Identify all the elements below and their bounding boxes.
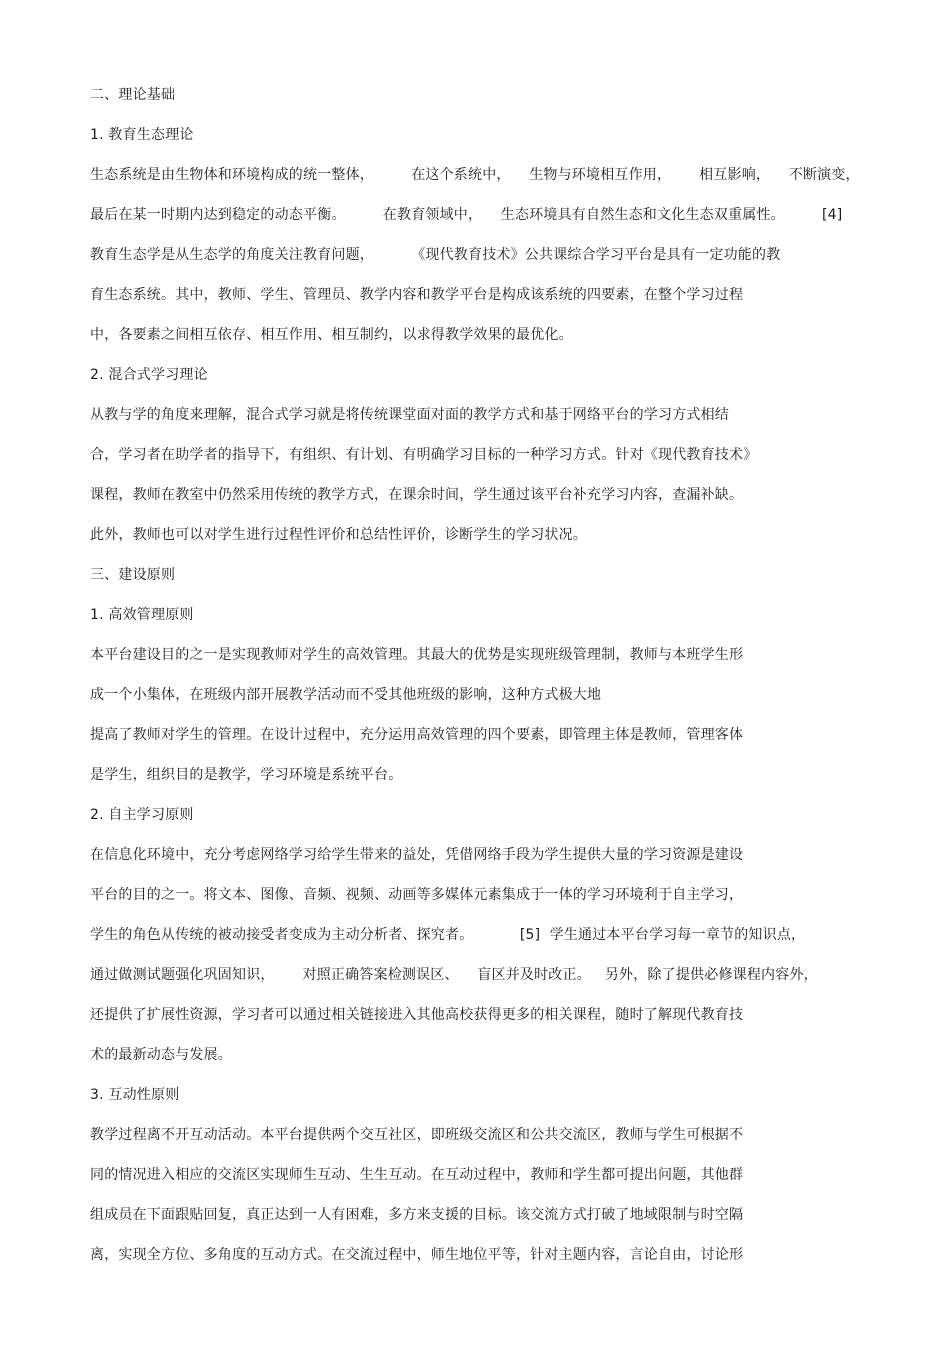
subheading-autonomous-learning: 2. 自主学习原则 <box>90 807 194 823</box>
paragraph-line: 此外，教师也可以对学生进行过程性评价和总结性评价，诊断学生的学习状况。 <box>90 527 587 543</box>
paragraph-line: 术的最新动态与发展。 <box>90 1047 232 1063</box>
paragraph-line: 在信息化环境中，充分考虑网络学习给学生带来的益处，凭借网络手段为学生提供大量的学习资源是建设 <box>90 847 744 863</box>
paragraph-line: 是学生，组织目的是教学，学习环境是系统平台。 <box>90 767 403 783</box>
paragraph-line: 同的情况进入相应的交流区实现师生互动、生生互动。在互动过程中，教师和学生都可提出问题，其他群 <box>90 1167 744 1183</box>
paragraph-line: 成一个小集体，在班级内部开展教学活动而不受其他班级的影响，这种方式极大地 <box>90 687 602 703</box>
paragraph-line: 课程，教师在教室中仍然采用传统的教学方式，在课余时间，学生通过该平台补充学习内容，查漏补缺。 <box>90 487 744 503</box>
paragraph-line: 提高了教师对学生的管理。在设计过程中，充分运用高效管理的四个要素，即管理主体是教师，管理客体 <box>90 727 744 743</box>
subheading-education-ecology: 1. 教育生态理论 <box>90 127 194 143</box>
subheading-interactivity: 3. 互动性原则 <box>90 1087 180 1103</box>
section-heading-theory: 二、理论基础 <box>90 87 176 103</box>
paragraph-line: 平台的目的之一。将文本、图像、音频、视频、动画等多媒体元素集成于一体的学习环境利于自主学习， <box>90 887 744 903</box>
paragraph-line: 组成员在下面跟贴回复，真正达到一人有困难，多方来支援的目标。该交流方式打破了地域限制与时空隔 <box>90 1207 744 1223</box>
paragraph-line: 通过做测试题强化巩固知识， 对照正确答案检测误区、 盲区并及时改正。 另外，除了提供必修课程内容外， <box>90 967 818 983</box>
paragraph-line: 育生态系统。其中，教师、学生、管理员、教学内容和教学平台是构成该系统的四要素，在整个学习过程 <box>90 287 744 303</box>
paragraph-line: 教学过程离不开互动活动。本平台提供两个交互社区，即班级交流区和公共交流区，教师与学生可根据不 <box>90 1127 744 1143</box>
paragraph-line: 离，实现全方位、多角度的互动方式。在交流过程中，师生地位平等，针对主题内容，言论自由，讨论形 <box>90 1247 744 1263</box>
paragraph-line: 学生的角色从传统的被动接受者变成为主动分析者、探究者。 [5] 学生通过本平台学习每一章节的知识点， <box>90 927 806 943</box>
paragraph-line: 还提供了扩展性资源，学习者可以通过相关链接进入其他高校获得更多的相关课程，随时了解现代教育技 <box>90 1007 744 1023</box>
paragraph-line: 从教与学的角度来理解，混合式学习就是将传统课堂面对面的教学方式和基于网络平台的学习方式相结 <box>90 407 729 423</box>
paragraph-line: 教育生态学是从生态学的角度关注教育问题， 《现代教育技术》公共课综合学习平台是具有一定功能的教 <box>90 247 781 263</box>
paragraph-line: 生态系统是由生物体和环境构成的统一整体， 在这个系统中， 生物与环境相互作用， 相互影响， 不断演变， <box>90 167 860 183</box>
subheading-blended-learning: 2. 混合式学习理论 <box>90 367 208 383</box>
paragraph-line: 中，各要素之间相互依存、相互作用、相互制约，以求得教学效果的最优化。 <box>90 327 573 343</box>
paragraph-line: 合，学习者在助学者的指导下，有组织、有计划、有明确学习目标的一种学习方式。针对《现代教育技术》 <box>90 447 758 463</box>
paragraph-line: 本平台建设目的之一是实现教师对学生的高效管理。其最大的优势是实现班级管理制，教师与本班学生形 <box>90 647 744 663</box>
section-heading-principles: 三、建设原则 <box>90 567 176 583</box>
subheading-efficient-management: 1. 高效管理原则 <box>90 607 194 623</box>
paragraph-line: 最后在某一时期内达到稳定的动态平衡。 在教育领域中， 生态环境具有自然生态和文化生态双重属性。 [4] <box>90 207 843 223</box>
